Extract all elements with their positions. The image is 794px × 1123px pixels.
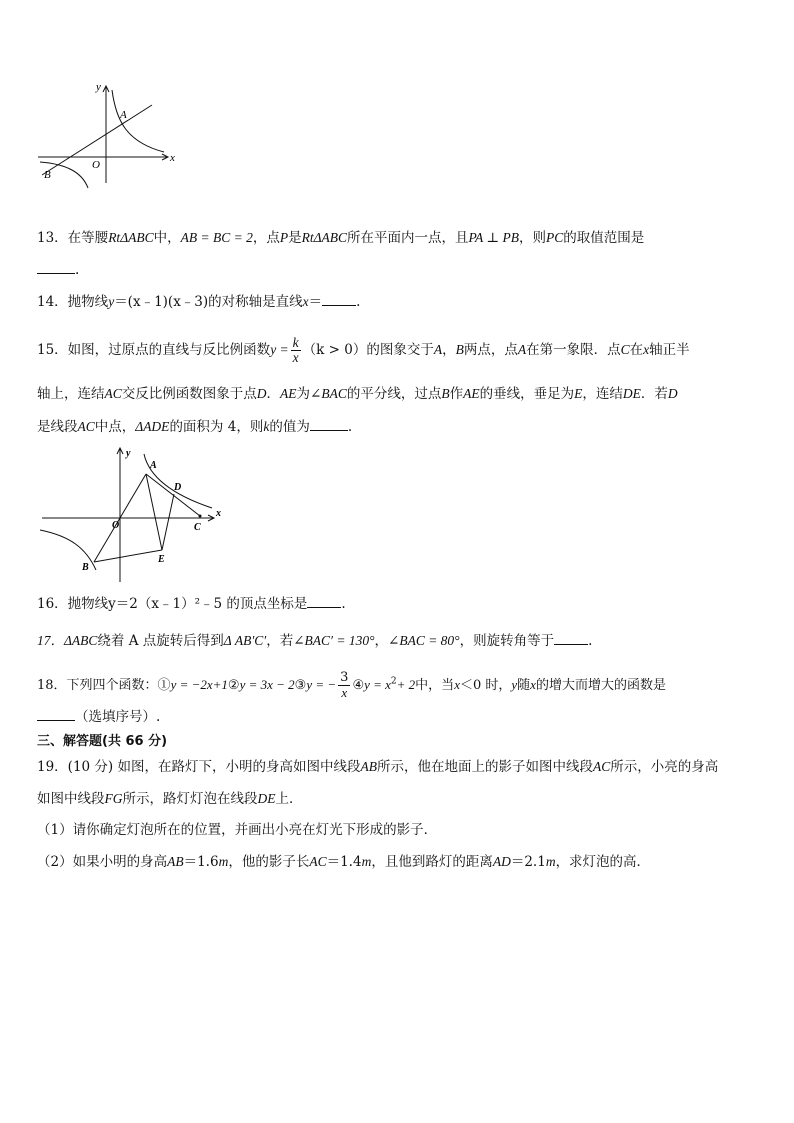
question-18-line2: （选填序号）. bbox=[37, 706, 160, 726]
segment-de bbox=[162, 494, 174, 550]
label-o: O bbox=[112, 520, 120, 531]
question-13-line2: . bbox=[37, 259, 79, 279]
question-13: 13．在等腰RtΔABC中，AB = BC = 2，点P是RtΔABC所在平面内一点，且PA ⊥ PB，则PC的取值范围是 bbox=[37, 230, 645, 246]
question-19-line2: 如图中线段FG所示，路灯灯泡在线段DE上． bbox=[37, 791, 303, 807]
label-e: E bbox=[158, 554, 165, 565]
hyperbola-branch-1 bbox=[112, 90, 164, 152]
label-a: A bbox=[120, 109, 127, 121]
question-18: 18．下列四个函数：①y = −2x+1②y = 3x − 2③y = − $\frac{3}{x}$ ④y = $x^2+ 2$中，当x＜0 时，y随x的增大而增大的函数是 bbox=[37, 670, 666, 700]
segment-ae bbox=[146, 474, 162, 550]
fraction-3-over-x: $\frac{3}{x}$ bbox=[340, 670, 349, 700]
segment-be bbox=[94, 550, 162, 562]
label-a: A bbox=[150, 460, 157, 471]
answer-blank-13[interactable] bbox=[37, 259, 75, 274]
label-c: C bbox=[194, 522, 201, 533]
fraction-k-over-x: $\frac{k}{x}$ bbox=[292, 335, 299, 365]
label-d: D bbox=[174, 482, 182, 493]
answer-blank-15[interactable] bbox=[310, 416, 348, 431]
figure-triangle-hyperbola bbox=[36, 444, 236, 586]
figure-hyperbola-line bbox=[36, 80, 186, 190]
label-b: B bbox=[44, 169, 51, 181]
label-x: x bbox=[170, 152, 175, 164]
answer-blank-17[interactable] bbox=[554, 630, 588, 645]
label-x: x bbox=[216, 508, 221, 519]
segment-ac bbox=[146, 474, 200, 516]
question-14: 14．抛物线y＝(x﹣1)(x﹣3)的对称轴是直线x＝ . bbox=[37, 291, 360, 311]
label-y: y bbox=[96, 81, 101, 93]
section-3-title: 三、解答题(共 66 分) bbox=[37, 734, 168, 749]
answer-blank-14[interactable] bbox=[322, 291, 356, 306]
answer-blank-16[interactable] bbox=[307, 593, 341, 608]
question-19-part2: （2）如果小明的身高AB＝1.6m，他的影子长AC＝1.4m，且他到路灯的距离AD＝2.1m，求灯泡的高． bbox=[37, 854, 651, 870]
label-y: y bbox=[126, 448, 131, 459]
question-16: 16．抛物线y＝2（x﹣1）²﹣5 的顶点坐标是 . bbox=[37, 593, 346, 613]
label-b: B bbox=[82, 562, 89, 573]
question-17: 17．ΔABC绕着 A 点旋转后得到Δ AB′C′，若∠BAC′ = 130°，∠BAC = 80°，则旋转角等于 . bbox=[37, 630, 592, 650]
question-19-line1: 19．(10 分) 如图，在路灯下，小明的身高如图中线段AB所示，他在地面上的影子如图中线段AC所示，小亮的身高 bbox=[37, 759, 719, 775]
question-15-line2: 轴上，连结AC交反比例函数图象于点D．AE为∠BAC的平分线，过点B作AE的垂线，垂足为E，连结DE．若D bbox=[37, 386, 678, 402]
point-c bbox=[199, 515, 202, 518]
question-15-line3: 是线段AC中点，ΔADE的面积为 4，则k的值为 . bbox=[37, 416, 352, 436]
question-15-line1: 15．如图，过原点的直线与反比例函数y = $\frac{k}{x}$ （k > 0）的图象交于A，B两点，点A在第一象限．点C在x轴正半 bbox=[37, 335, 690, 365]
question-19-part1: （1）请你确定灯泡所在的位置，并画出小亮在灯光下形成的影子． bbox=[37, 822, 438, 838]
label-o: O bbox=[92, 159, 100, 171]
answer-blank-18[interactable] bbox=[37, 706, 75, 721]
